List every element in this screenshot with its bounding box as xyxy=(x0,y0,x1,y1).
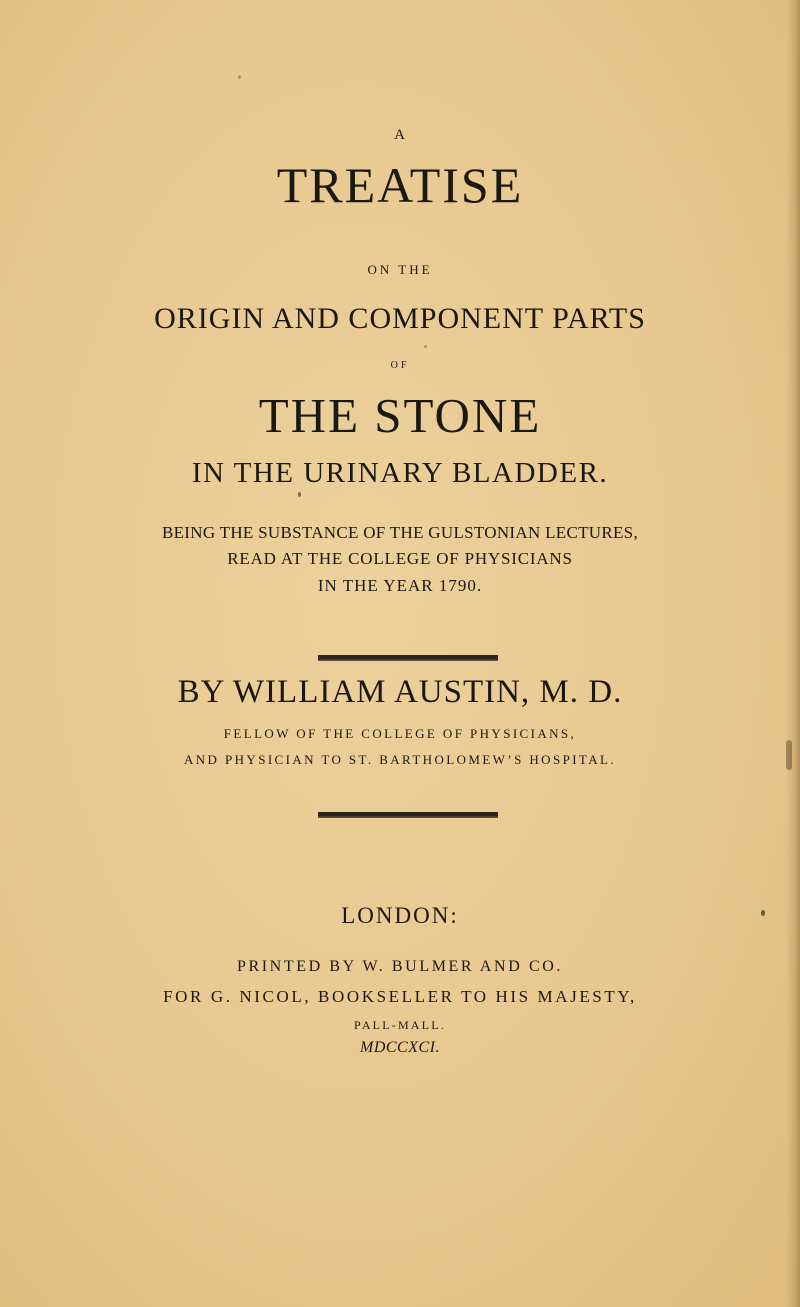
foxing-spot xyxy=(424,345,427,348)
subject-line-3: IN THE URINARY BLADDER. xyxy=(191,457,609,489)
author-title-2: AND PHYSICIAN TO ST. BARTHOLOMEW’S HOSPITAL. xyxy=(183,752,617,767)
main-title: TREATISE xyxy=(276,157,524,213)
imprint-year: MDCCXCI. xyxy=(360,1039,440,1056)
author-line: BY WILLIAM AUSTIN, M. D. xyxy=(177,674,623,710)
imprint-printer: PRINTED BY W. BULMER AND CO. xyxy=(236,958,563,975)
title-article: A xyxy=(394,127,406,143)
description-line-3: IN THE YEAR 1790. xyxy=(317,576,483,595)
divider-rule-top xyxy=(318,655,498,661)
imprint-street: PALL-MALL. xyxy=(354,1018,446,1032)
divider-rule-bottom xyxy=(318,812,498,818)
description-line-2: READ AT THE COLLEGE OF PHYSICIANS xyxy=(227,549,573,568)
author-title-1: FELLOW OF THE COLLEGE OF PHYSICIANS, xyxy=(223,726,577,741)
subject-line-1: ORIGIN AND COMPONENT PARTS xyxy=(154,302,646,335)
of-line: OF xyxy=(390,360,410,371)
foxing-spot xyxy=(298,492,301,497)
description-line-1: BEING THE SUBSTANCE OF THE GULSTONIAN LECTURES, xyxy=(161,523,638,542)
on-the-line: ON THE xyxy=(367,262,433,277)
imprint-place: LONDON: xyxy=(341,903,459,928)
subject-line-2: THE STONE xyxy=(258,388,542,443)
foxing-spot xyxy=(238,75,241,79)
imprint-bookseller: FOR G. NICOL, BOOKSELLER TO HIS MAJESTY, xyxy=(163,987,637,1006)
